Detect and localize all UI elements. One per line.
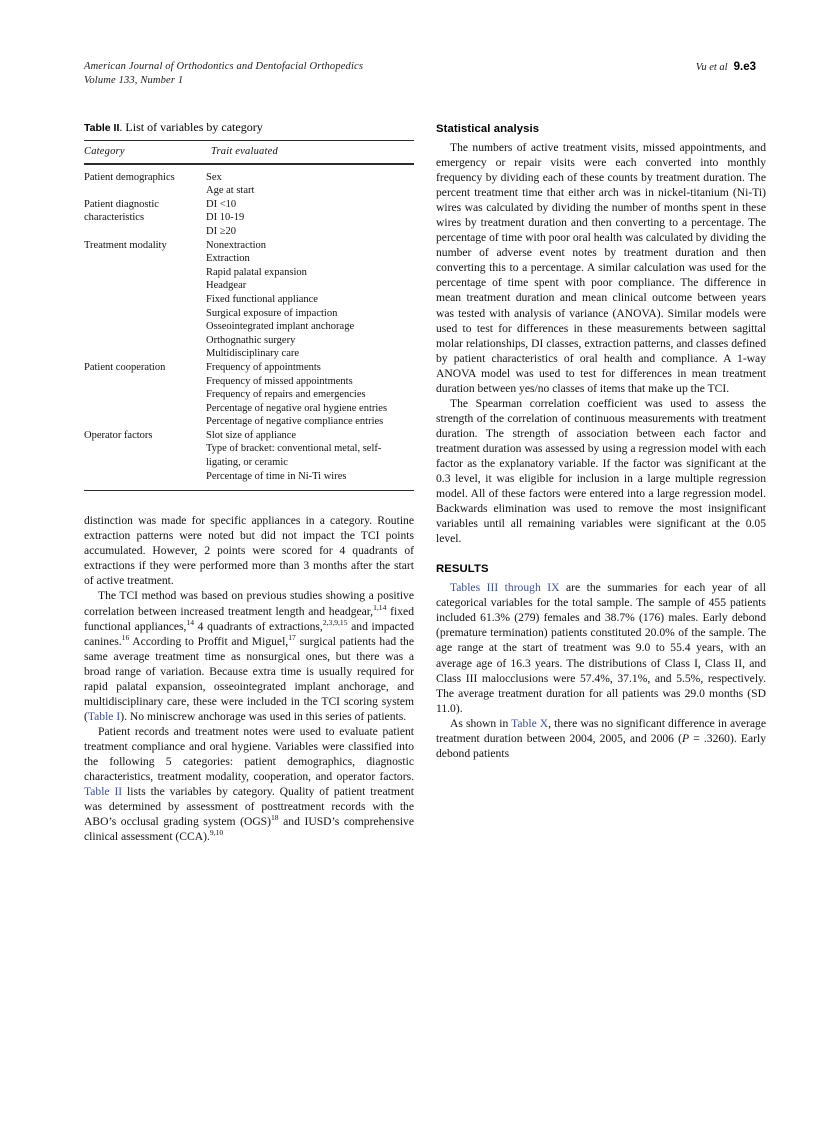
- table-ii: [84, 120, 414, 491]
- table-cell-trait: Headgear: [206, 280, 247, 292]
- journal-title: American Journal of Orthodontics and Dentofacial Orthopedics: [84, 61, 364, 72]
- variables-table-body: [84, 171, 414, 484]
- citation-superscript[interactable]: 1,14: [373, 602, 387, 612]
- table-cell-trait: Frequency of missed appointments: [206, 375, 353, 387]
- paragraph: As shown in Table X, there was no significant difference in average treatment duration between 2004, 2005, and 2006 (P = .3260). Early debond patients: [436, 716, 766, 760]
- paragraph: Tables III through IX are the summaries for each year of all categorical variables for the total sample. The sample of 455 patients included 61.3% (279) females and 38.7% (176) males. Early debond (premature termination) patients constituted 20.0% of the sample. The age range at the start of treatment was 9.0 to 55.4 years, with an average age of 16.3 years. The distributions of Class I, Class II, and Class III malocclusions were 57.4%, 37.1%, and 5.5%, respectively. The average treatment duration for all patients was 29.0 months (SD 11.0).: [436, 581, 766, 715]
- table-head: [84, 141, 414, 163]
- table-row: [84, 334, 414, 348]
- table-row: [84, 211, 414, 225]
- table-cell-category: Treatment modality: [84, 239, 167, 251]
- table-cross-reference-link[interactable]: Table X: [511, 716, 549, 730]
- table-cell-category: Patient cooperation: [84, 361, 166, 373]
- statistical-analysis-text: [436, 140, 766, 546]
- heading-statistical-analysis: Statistical analysis: [436, 123, 540, 135]
- table-cell-trait: Percentage of negative oral hygiene entries: [206, 402, 388, 414]
- table-row: [84, 429, 414, 443]
- running-head-journal: [84, 60, 363, 88]
- table-row: [84, 375, 414, 389]
- table-body: [84, 171, 414, 484]
- right-column: [436, 122, 766, 761]
- table-cell-trait: Orthognathic surgery: [206, 334, 296, 346]
- table-cell-trait: DI <10: [206, 198, 237, 210]
- citation-superscript[interactable]: 16: [121, 632, 130, 642]
- table-cell-category: [84, 211, 206, 225]
- table-row: [84, 252, 414, 266]
- table-row: [84, 442, 414, 456]
- table-cell-trait: Type of bracket: conventional metal, self-: [206, 443, 382, 455]
- table-row: [84, 239, 414, 253]
- table-title: . List of variables by category: [119, 120, 263, 134]
- table-cross-reference-link[interactable]: Tables III through IX: [450, 581, 560, 595]
- paragraph: The numbers of active treatment visits, missed appointments, and emergency or repair visits were each converted into monthly frequency by dividing each of these counts by treatment duration. The percent treatment time that either arch was in nickel-titanium (Ni-Ti) wires was calculated by dividing the number of months spent in these wires by treatment duration and then converting to a percentage. The percentage of time with poor oral health was calculated by dividing the number of adverse event notes by treatment duration and then converting this to a percentage. A similar calculation was used for the percentage of time spent with poor compliance. The difference in mean treatment duration and mean clinical outcome between years was tested with analysis of variance (ANOVA). Similar models were used to test for differences in these measurements between sagittal molar relationships, DI classes, extraction patterns, and classes defined by patient characteristics of oral health and compliance. A 1-way ANOVA model was used to test for differences in mean treatment duration between yes/no classes of items that make up the TCI.: [436, 141, 766, 395]
- citation-superscript[interactable]: 14: [186, 617, 195, 627]
- table-cross-reference-link[interactable]: Table I: [87, 709, 121, 723]
- table-cell-category: [84, 266, 206, 280]
- left-column: [84, 120, 414, 844]
- table-cell-trait: Frequency of repairs and emergencies: [206, 389, 366, 401]
- citation-superscript[interactable]: 17: [288, 632, 296, 642]
- paragraph: Patient records and treatment notes were used to evaluate patient treatment compliance and oral hygiene. Variables were classified into the following 5 categories: patient demographics, diagnostic characteristics, treatment modality, cooperation, and operator factors. Table II lists the variables by category. Quality of patient treatment was determined by assessment of posttreatment records with the ABO’s occlusal grading system (OGS)$^{18}$ and IUSD’s comprehensive clinical assessment (CCA).$^{9,10}$: [84, 724, 414, 844]
- running-head-folio: [696, 60, 756, 75]
- table-cell-trait: Multidisciplinary care: [206, 348, 300, 360]
- table-cell-category: [84, 279, 206, 293]
- table-row: [84, 266, 414, 280]
- table-cell-category: [84, 334, 206, 348]
- table-cell-trait-continued: ligating, or ceramic: [206, 457, 288, 469]
- table-cell-category: [84, 375, 206, 389]
- table-cell-category: [84, 293, 206, 307]
- table-cell-category: Patient demographics: [84, 171, 175, 183]
- table-row: [84, 171, 414, 185]
- table-cell-category: [84, 388, 206, 402]
- table-cell-trait: Slot size of appliance: [206, 429, 297, 441]
- table-row: [84, 320, 414, 334]
- table-row: [84, 415, 414, 429]
- table-row: [84, 388, 414, 402]
- authors-label: Vu et al: [695, 62, 728, 73]
- table-cell-category: [84, 184, 206, 198]
- table-text-gap: [84, 491, 414, 513]
- table-cell-category: [84, 402, 206, 416]
- table-row: [84, 279, 414, 293]
- table-cross-reference-link[interactable]: Table II: [84, 785, 123, 799]
- table-cell-trait: Extraction: [206, 253, 250, 265]
- table-cell-category: [84, 470, 206, 484]
- table-header-row: [84, 141, 414, 163]
- table-row: [84, 347, 414, 361]
- column-header-trait: Trait evaluated: [211, 146, 278, 157]
- table-cell-category: Patient diagnostic: [84, 198, 159, 210]
- table-caption: [84, 120, 414, 136]
- citation-superscript[interactable]: 18: [271, 813, 279, 823]
- page-number: 9.e3: [733, 61, 756, 73]
- paragraph: The TCI method was based on previous studies showing a positive correlation between increased treatment length and headgear,$^{1,14}$ fixed functional appliances,$^{14}$ 4 quadrants of extractions,$^{2,3,9,15}$ and impacted canines.$^{16}$ According to Proffit and Miguel,$^{17}$ surgical patients had the same average treatment time as nonsurgical ones, but there was a broad range of variation. Because extra time is usually required for rapid palatal expansion, osseointegrated implant anchorage, and multidisciplinary care, these were included in the TCI scoring system (Table I). No miniscrew anchorage was used in this series of patients.: [84, 589, 414, 723]
- running-head: [84, 60, 756, 96]
- table-row: [84, 456, 414, 470]
- paragraph: The Spearman correlation coefficient was used to assess the strength of the correlation of continuous measurements with treatment duration. The strength of association between each factor and treatment duration was assessed by using a regression model with each factor as the explanatory variable. If the factor was significant at the 0.3 level, it was eligible for inclusion in a large multiple regression model. All of these factors were entered into a large regression model. Backwards elimination was used to remove the most insignificant variables until all remaining variables were significant at the 0.05 level.: [436, 396, 766, 546]
- citation-superscript[interactable]: 9,10: [209, 828, 224, 838]
- results-text: [436, 580, 766, 761]
- table-cell-trait: Rapid palatal expansion: [206, 266, 307, 278]
- table-cell-trait: DI ≥20: [206, 225, 236, 237]
- table-cell-category: Operator factors: [84, 429, 153, 441]
- left-column-text: [84, 513, 414, 844]
- table-row: [84, 307, 414, 321]
- table-cell-trait: Age at start: [206, 185, 255, 197]
- table-row: [84, 402, 414, 416]
- table-row: [84, 198, 414, 212]
- table-cell-trait: Percentage of time in Ni-Ti wires: [206, 470, 347, 482]
- italic-symbol: P: [681, 731, 690, 745]
- table-cell-trait: Nonextraction: [206, 239, 267, 251]
- table-cell-trait: Osseointegrated implant anchorage: [206, 321, 355, 333]
- table-cell-category: [84, 252, 206, 266]
- table-cell-trait: [206, 456, 414, 470]
- table-cell-category: [84, 415, 206, 429]
- table-number: Table II: [84, 122, 120, 134]
- table-cell-category: [84, 320, 206, 334]
- table-cell-trait: Fixed functional appliance: [206, 293, 318, 305]
- table-row: [84, 470, 414, 484]
- table-cell-trait: Sex: [206, 171, 222, 183]
- table-row: [84, 361, 414, 375]
- table-cell-category: [84, 307, 206, 321]
- table-cell-trait: DI 10-19: [206, 212, 245, 224]
- table-cell-category: [84, 347, 206, 361]
- table-cell-trait: Frequency of appointments: [206, 361, 321, 373]
- table-cell-category-continued: characteristics: [84, 212, 145, 224]
- table-cell-trait: Percentage of negative compliance entries: [206, 416, 384, 428]
- column-header-category: Category: [84, 146, 125, 157]
- table-cell-trait: Surgical exposure of impaction: [206, 307, 338, 319]
- paragraph: distinction was made for specific appliances in a category. Routine extraction patterns were noted but did not impact the TCI points accumulated. However, 2 points were scored for 4 quadrants of extractions if they were performed more than 3 months after the start of active treatment.: [84, 514, 414, 588]
- table-spacer-bottom: [84, 483, 414, 490]
- journal-volume: Volume 133, Number 1: [84, 75, 184, 86]
- table-cell-category: [84, 456, 206, 470]
- variables-table: [84, 141, 414, 163]
- table-row: [84, 184, 414, 198]
- table-cell-category: [84, 225, 206, 239]
- table-row: [84, 293, 414, 307]
- table-cell-category: [84, 442, 206, 456]
- citation-superscript[interactable]: 2,3,9,15: [322, 617, 348, 627]
- table-row: [84, 225, 414, 239]
- heading-results: RESULTS: [436, 563, 489, 576]
